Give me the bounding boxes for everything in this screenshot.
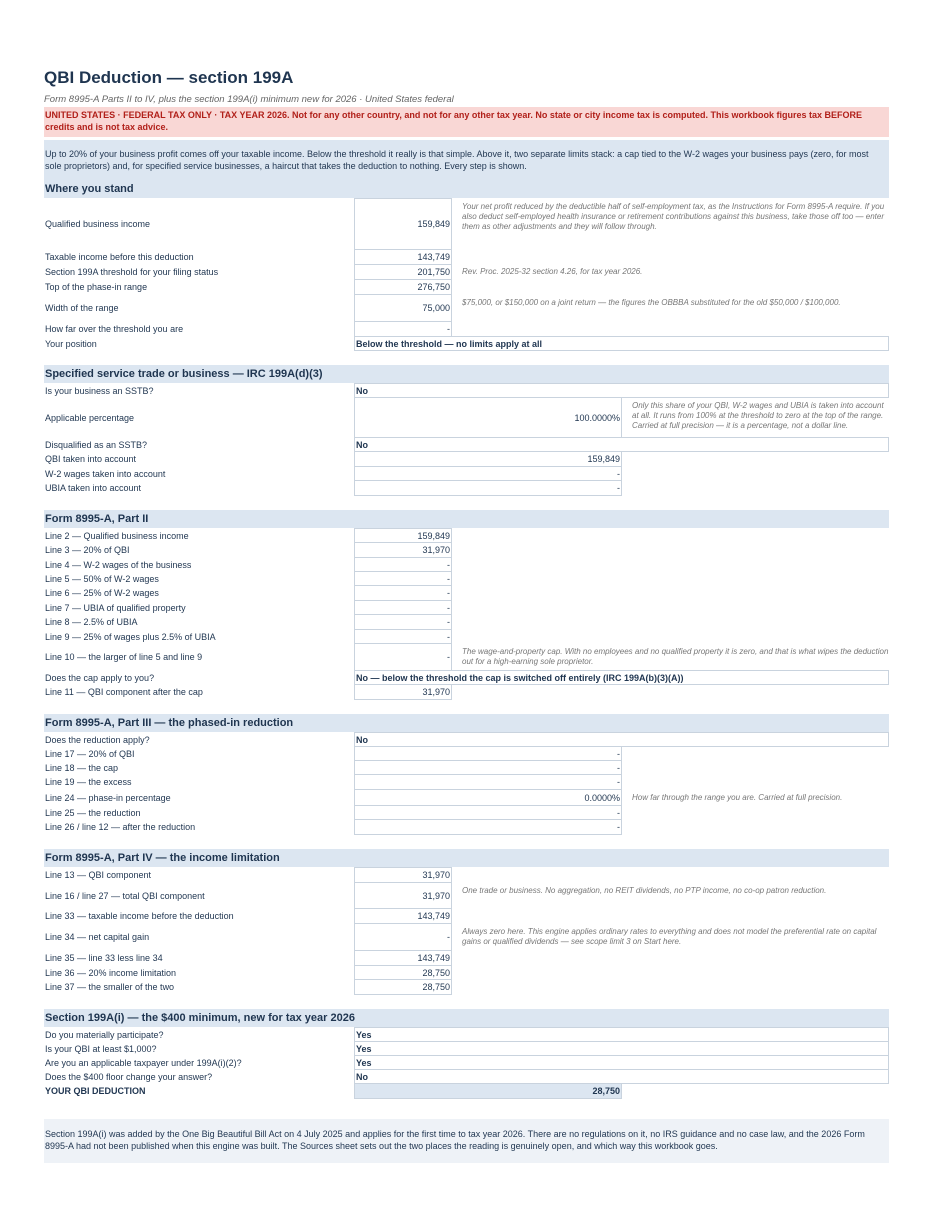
top-value[interactable]: 276,750 (355, 280, 452, 295)
question-label: Are you an applicable taxpayer under 199A(i)(2)? (45, 1057, 242, 1068)
question-answer[interactable]: Yes (355, 1042, 889, 1056)
sstb-table (44, 383, 889, 496)
question-label: Do you materially participate? (45, 1029, 164, 1040)
line-34-note: Always zero here. This engine applies ordinary rates to everything and does not model the preferential rate on capital gains or qualified dividends — see scope limit 3 on Start here. (462, 926, 877, 946)
table-row (44, 586, 889, 601)
line-10-label: Line 10 — the larger of line 5 and line 9 (45, 652, 203, 662)
where-you-stand-table (44, 198, 889, 351)
row-ubia-accounted (44, 481, 889, 496)
is-sstb-value[interactable]: No (355, 384, 889, 398)
line-26-label: Line 26 / line 12 — after the reduction (45, 822, 196, 832)
cap-applies-value[interactable]: No — below the threshold the cap is switched off entirely (IRC 199A(b)(3)(A)) (355, 671, 889, 685)
qbi-accounted-label: QBI taken into account (45, 454, 137, 464)
w2-accounted-value[interactable]: - (355, 467, 622, 481)
line-16-value[interactable]: 31,970 (355, 883, 452, 909)
table-row (44, 1042, 889, 1056)
final-deduction-value[interactable]: 28,750 (355, 1084, 622, 1099)
section-where-you-stand: Where you stand (44, 180, 889, 198)
threshold-label: Section 199A threshold for your filing status (45, 267, 219, 277)
table-row (44, 615, 889, 630)
question-answer[interactable]: Yes (355, 1056, 889, 1070)
line-value[interactable]: - (355, 586, 452, 601)
taxable-value[interactable]: 143,749 (355, 250, 452, 265)
page-title: QBI Deduction — section 199A (44, 68, 294, 87)
width-value[interactable]: 75,000 (355, 295, 452, 322)
line-10-value[interactable]: - (355, 644, 452, 671)
row-line-37 (44, 980, 889, 995)
row-line-16 (44, 883, 889, 909)
row-line-34 (44, 924, 889, 951)
reduction-applies-label: Does the reduction apply? (45, 734, 150, 745)
line-24-label: Line 24 — phase-in percentage (45, 792, 171, 803)
table-row (44, 529, 889, 543)
line-25-label: Line 25 — the reduction (45, 807, 141, 818)
section-part-2: Form 8995-A, Part II (44, 510, 889, 528)
row-line-10 (44, 644, 889, 671)
line-34-label: Line 34 — net capital gain (45, 932, 150, 942)
over-label: How far over the threshold you are (45, 324, 184, 334)
section-sstb: Specified service trade or business — IRC 199A(d)(3) (44, 365, 889, 383)
ubia-accounted-label: UBIA taken into account (45, 483, 142, 493)
question-label: Is your QBI at least $1,000? (45, 1043, 157, 1054)
line-35-label: Line 35 — line 33 less line 34 (45, 953, 163, 963)
taxable-label: Taxable income before this deduction (45, 252, 194, 262)
section-part-3: Form 8995-A, Part III — the phased-in reduction (44, 714, 889, 732)
line-11-label: Line 11 — QBI component after the cap (45, 687, 203, 697)
row-taxable (44, 250, 889, 265)
row-line-25 (44, 806, 889, 820)
intro-text: Up to 20% of your business profit comes off your taxable income. Below the threshold it really is that simple. Above it, two separate limits stack: a cap tied to the W-2 wages your business pays (zero, for most sole proprietors) and, for specified service businesses, a haircut that takes the deduction to nothing. Every step is shown. (44, 140, 889, 180)
table-row (44, 543, 889, 558)
row-line-18 (44, 761, 889, 775)
row-threshold (44, 265, 889, 280)
qbi-sheet (44, 66, 889, 1163)
row-line-11 (44, 685, 889, 700)
applicable-pct-label: Applicable percentage (45, 412, 135, 423)
question-answer[interactable]: No (355, 1070, 889, 1084)
row-reduction-applies (44, 733, 889, 747)
line-13-label: Line 13 — QBI component (45, 870, 152, 880)
threshold-note: Rev. Proc. 2025-32 section 4.26, for tax year 2026. (462, 267, 643, 276)
position-label: Your position (45, 338, 97, 349)
line-label: Line 3 — 20% of QBI (45, 545, 130, 555)
row-qbi (44, 199, 889, 250)
line-19-value[interactable]: - (355, 775, 622, 790)
question-answer[interactable]: Yes (355, 1028, 889, 1042)
table-row (44, 572, 889, 586)
row-position (44, 337, 889, 351)
scope-warning-banner: UNITED STATES · FEDERAL TAX ONLY · TAX YEAR 2026. Not for any other country, and not for any other tax year. No state or city income tax is computed. This workbook figures tax BEFORE credits and is not tax advice. (44, 107, 889, 137)
row-width (44, 295, 889, 322)
row-disqualified (44, 438, 889, 452)
line-value[interactable]: 159,849 (355, 529, 452, 543)
line-label: Line 4 — W-2 wages of the business (45, 559, 192, 570)
line-18-value[interactable]: - (355, 761, 622, 775)
line-33-label: Line 33 — taxable income before the deduction (45, 911, 234, 921)
table-row (44, 1028, 889, 1042)
row-line-13 (44, 868, 889, 883)
page-subtitle: Form 8995-A Parts II to IV, plus the section 199A(i) minimum new for 2026 · United States federal (44, 94, 454, 105)
width-label: Width of the range (45, 303, 119, 313)
line-label: Line 2 — Qualified business income (45, 530, 189, 541)
qbi-note: Your net profit reduced by the deductible half of self-employment tax, as the Instructions for Form 8995-A require. If you also deduct self-employed health insurance or retirement contributions against this business, take those off too — enter them as other adjustments and they will follow through. (462, 201, 885, 231)
qbi-label: Qualified business income (45, 219, 151, 229)
row-over (44, 322, 889, 337)
row-final-deduction (44, 1084, 889, 1099)
line-37-value[interactable]: 28,750 (355, 980, 452, 995)
row-cap-applies (44, 671, 889, 685)
line-26-value[interactable]: - (355, 820, 622, 835)
line-35-value[interactable]: 143,749 (355, 951, 452, 966)
row-line-35 (44, 951, 889, 966)
line-37-label: Line 37 — the smaller of the two (45, 982, 175, 992)
line-label: Line 9 — 25% of wages plus 2.5% of UBIA (45, 631, 216, 642)
line-value[interactable]: 31,970 (355, 543, 452, 558)
top-label: Top of the phase-in range (45, 282, 148, 292)
qbi-value[interactable]: 159,849 (355, 199, 452, 250)
row-line-17 (44, 747, 889, 761)
line-10-note: The wage-and-property cap. With no employees and no qualified property it is zero, and that is what wipes the deduction out for a high-earning sole proprietor. (462, 646, 889, 666)
part-2-table (44, 528, 889, 700)
applicable-pct-note: Only this share of your QBI, W-2 wages and UBIA is taken into account at all. It runs from 100% at the threshold to zero at the top of the range. Carried at full precision — it is a percentage, not a dollar line. (632, 401, 884, 430)
table-row (44, 601, 889, 615)
line-16-note: One trade or business. No aggregation, no REIT dividends, no PTP income, no co-op patron reduction. (462, 885, 827, 895)
reduction-applies-value[interactable]: No (355, 733, 889, 747)
threshold-value[interactable]: 201,750 (355, 265, 452, 280)
line-19-label: Line 19 — the excess (45, 777, 132, 787)
row-w2-accounted (44, 467, 889, 481)
line-18-label: Line 18 — the cap (45, 762, 119, 773)
table-row (44, 630, 889, 644)
applicable-pct-value[interactable]: 100.0000% (355, 398, 622, 438)
row-line-33 (44, 909, 889, 924)
footnote-box: Section 199A(i) was added by the One Big Beautiful Bill Act on 4 July 2025 and applies for the first time to tax year 2026. There are no regulations on it, no IRS guidance and no case law, and the 2026 Form 8995-A had not been published when this engine was built. The Sources sheet sets out the two places the reading is genuinely open, and which way this workbook goes. (44, 1119, 889, 1163)
table-row (44, 1056, 889, 1070)
over-value[interactable]: - (355, 322, 452, 337)
line-value[interactable]: - (355, 601, 452, 615)
section-part-4: Form 8995-A, Part IV — the income limitation (44, 849, 889, 867)
line-36-value[interactable]: 28,750 (355, 966, 452, 980)
table-row (44, 558, 889, 572)
line-label: Line 5 — 50% of W-2 wages (45, 573, 159, 584)
row-applicable-pct (44, 398, 889, 438)
line-label: Line 6 — 25% of W-2 wages (45, 588, 159, 598)
line-33-value[interactable]: 143,749 (355, 909, 452, 924)
line-34-value[interactable]: - (355, 924, 452, 951)
ubia-accounted-value[interactable]: - (355, 481, 622, 496)
line-36-label: Line 36 — 20% income limitation (45, 967, 177, 978)
row-line-36 (44, 966, 889, 980)
part-3-table (44, 732, 889, 835)
row-line-24 (44, 790, 889, 806)
line-value[interactable]: - (355, 615, 452, 630)
part-4-table (44, 867, 889, 995)
row-line-26 (44, 820, 889, 835)
line-value[interactable]: - (355, 558, 452, 572)
is-sstb-label: Is your business an SSTB? (45, 385, 154, 396)
width-note: $75,000, or $150,000 on a joint return — the figures the OBBBA substituted for the old $50,000 / $100,000. (462, 297, 841, 307)
table-row (44, 1070, 889, 1084)
row-top (44, 280, 889, 295)
question-label: Does the $400 floor change your answer? (45, 1071, 213, 1082)
cap-applies-label: Does the cap apply to you? (45, 672, 155, 683)
row-line-19 (44, 775, 889, 790)
disqualified-label: Disqualified as an SSTB? (45, 439, 148, 450)
line-25-value[interactable]: - (355, 806, 622, 820)
line-24-value[interactable]: 0.0000% (355, 790, 622, 806)
line-13-value[interactable]: 31,970 (355, 868, 452, 883)
min-400-table (44, 1027, 889, 1099)
line-17-value[interactable]: - (355, 747, 622, 761)
line-11-value[interactable]: 31,970 (355, 685, 452, 700)
w2-accounted-label: W-2 wages taken into account (45, 468, 166, 479)
qbi-accounted-value[interactable]: 159,849 (355, 452, 622, 467)
line-16-label: Line 16 / line 27 — total QBI component (45, 890, 205, 901)
line-value[interactable]: - (355, 630, 452, 644)
line-label: Line 8 — 2.5% of UBIA (45, 617, 138, 627)
row-is-sstb (44, 384, 889, 398)
line-17-label: Line 17 — 20% of QBI (45, 748, 135, 759)
section-400-minimum: Section 199A(i) — the $400 minimum, new for tax year 2026 (44, 1009, 889, 1027)
final-deduction-label: YOUR QBI DEDUCTION (45, 1086, 146, 1096)
line-label: Line 7 — UBIA of qualified property (45, 602, 186, 613)
disqualified-value[interactable]: No (355, 438, 889, 452)
row-qbi-accounted (44, 452, 889, 467)
line-24-note: How far through the range you are. Carried at full precision. (632, 792, 843, 802)
position-value[interactable]: Below the threshold — no limits apply at all (355, 337, 889, 351)
line-value[interactable]: - (355, 572, 452, 586)
